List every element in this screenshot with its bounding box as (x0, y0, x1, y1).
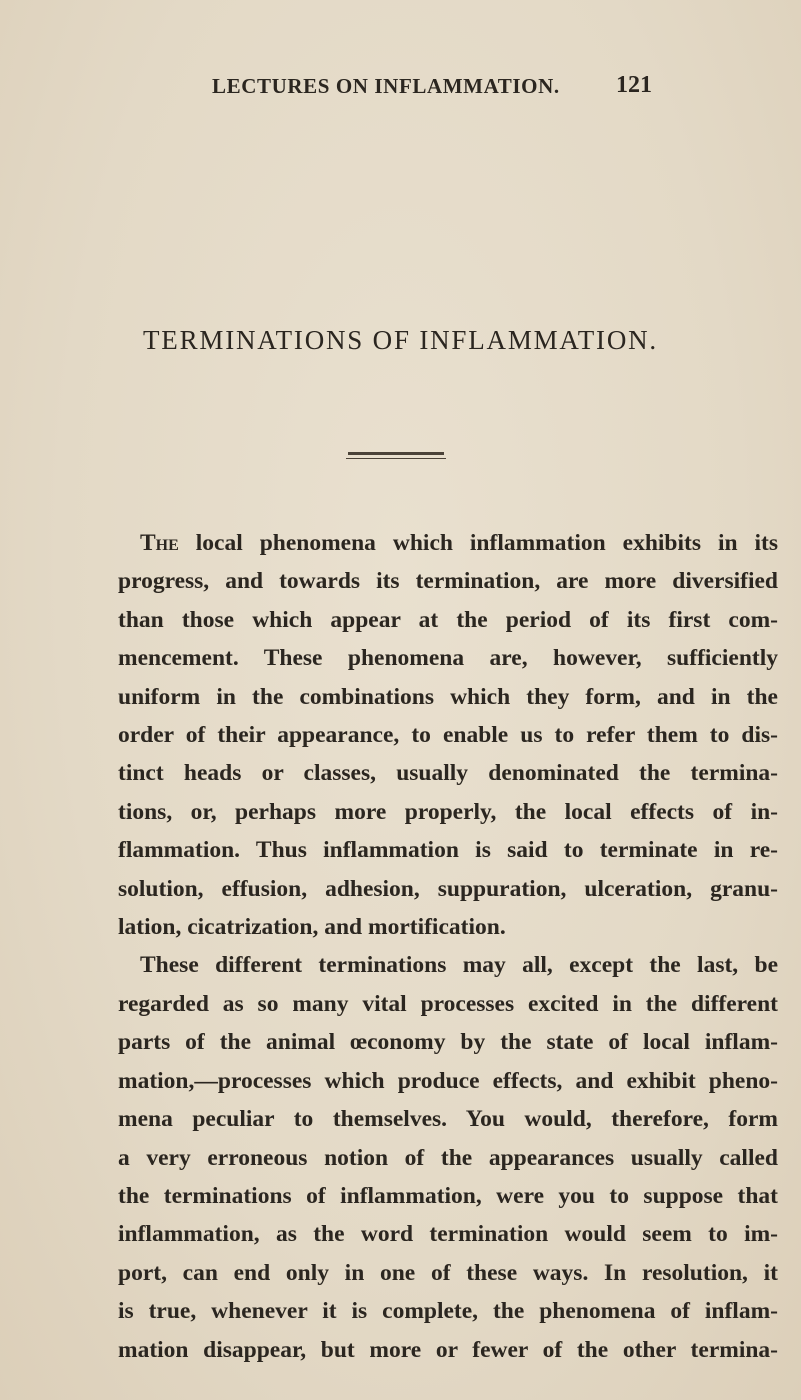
text-line: mencement. These phenomena are, however, sufficiently (118, 645, 778, 672)
paragraph-1 (118, 524, 778, 946)
body-text (118, 524, 778, 1369)
text-line: mation disappear, but more or fewer of the other termina- (118, 1336, 778, 1363)
text-line: These different terminations may all, except the last, be (140, 952, 778, 979)
chapter-title: TERMINATIONS OF INFLAMMATION. (143, 325, 658, 355)
title-rule-thick (348, 452, 444, 455)
text-line: a very erroneous notion of the appearances usually called (118, 1144, 778, 1171)
page-number: 121 (616, 72, 652, 98)
text-line: mena peculiar to themselves. You would, therefore, form (118, 1106, 778, 1133)
text-line: is true, whenever it is complete, the phenomena of inflam- (118, 1298, 778, 1325)
text-line: uniform in the combinations which they form, and in the (118, 683, 778, 710)
text-line: flammation. Thus inflammation is said to terminate in re- (118, 837, 778, 864)
text-line: tinct heads or classes, usually denominated the termina- (118, 760, 778, 787)
text-line: tions, or, perhaps more properly, the local effects of in- (118, 798, 778, 825)
text-line: inflammation, as the word termination would seem to im- (118, 1221, 778, 1248)
text-line: progress, and towards its termination, are more diversified (118, 568, 778, 595)
text-line: The local phenomena which inflammation exhibits in its (140, 530, 778, 556)
dropcap-word: The (140, 530, 179, 556)
running-header (212, 74, 652, 108)
text-line: port, can end only in one of these ways. In resolution, it (118, 1259, 778, 1286)
running-title: LECTURES ON INFLAMMATION. (212, 74, 560, 98)
text-line: regarded as so many vital processes excited in the different (118, 990, 778, 1017)
text-line: order of their appearance, to enable us to refer them to dis- (118, 722, 778, 749)
text-line: than those which appear at the period of its first com- (118, 606, 778, 633)
text-line: parts of the animal œconomy by the state of local inflam- (118, 1029, 778, 1056)
text-line: the terminations of inflammation, were you to suppose that (118, 1182, 778, 1209)
paragraph-2 (118, 946, 778, 1368)
text-line: lation, cicatrization, and mortification. (118, 914, 506, 941)
title-rule-thin (346, 458, 446, 459)
text-line: mation,—processes which produce effects, and exhibit pheno- (118, 1067, 778, 1094)
text-line: solution, effusion, adhesion, suppuration, ulceration, granu- (118, 875, 778, 902)
